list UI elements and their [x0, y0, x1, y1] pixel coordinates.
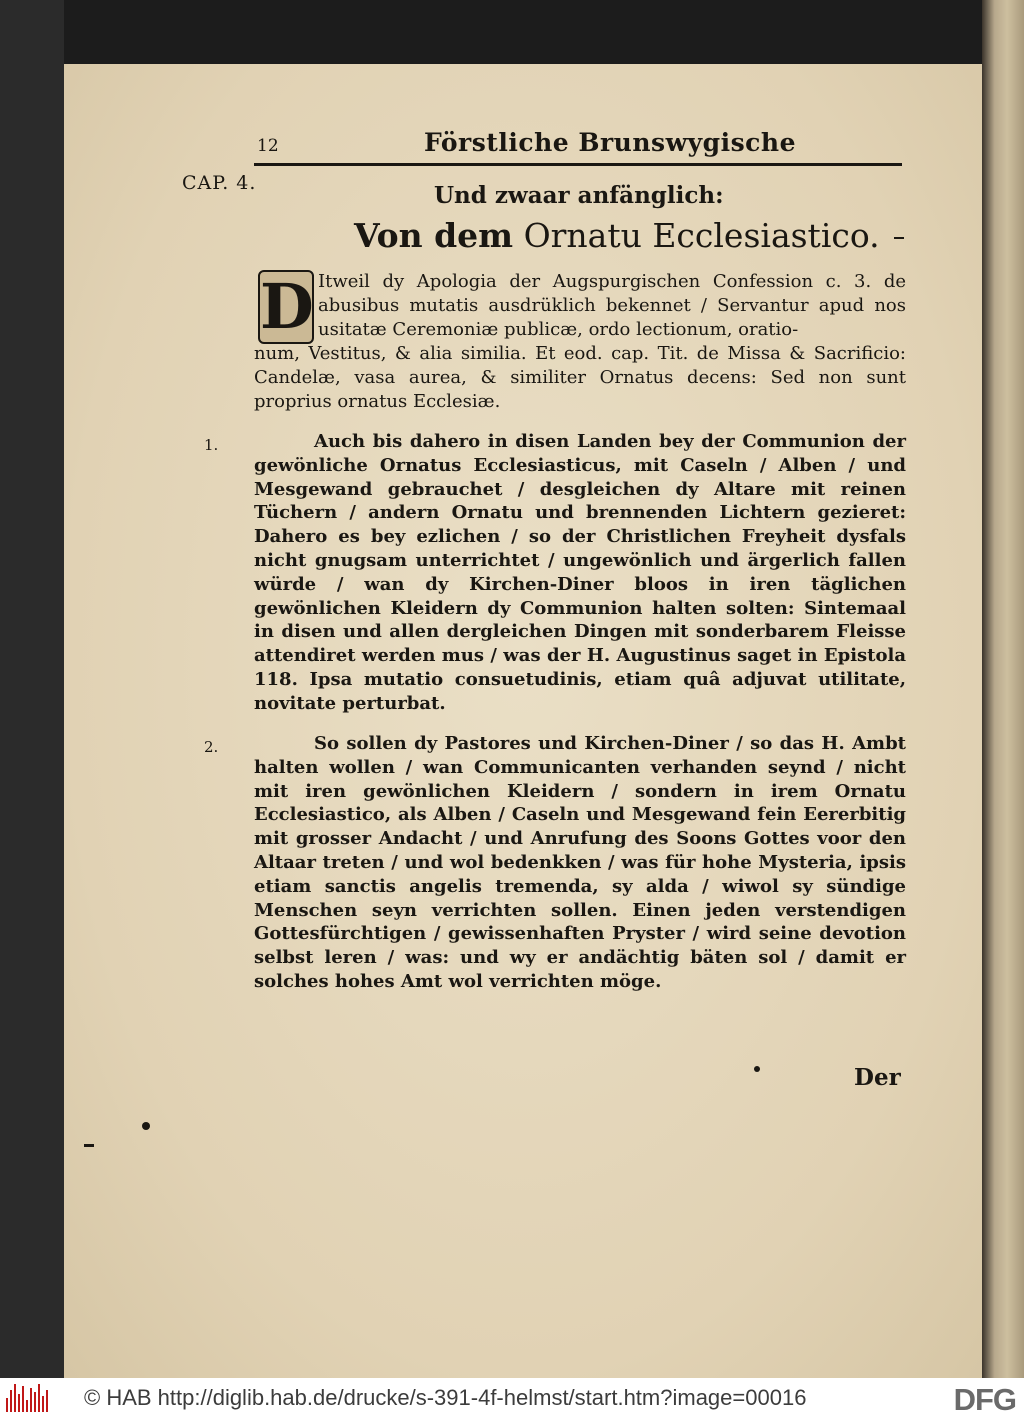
paragraph-1: Auch bis dahero in disen Landen bey der Communion der gewönliche Ornatus Ecclesiasticus, mit Caseln / Alben / und Mesgewand gebrauchet / desgleichen dy Altare mit reinen Tüchern / andern Ornatu und brennenden Lichtern gezieret: Dahero es bey ezlichen / so der Christlichen Freyheit dysfals nicht gnugsam unterrichtet / ungewönlich und ärgerlich fallen würde / wan dy Kirchen-Diner bloos in iren täglichen gewönlichen Kleidern dy Communion halten solten: Sintemaal in disen und allen dergleichen Dingen mit sonderbarem Fleisse attendiret werden mus / was der H. Augustinus saget in Epistola 118. Ipsa mutatio consuetudinis, etiam quâ adjuvat utilitate, novitate perturbat.: [254, 431, 906, 714]
dfg-logo: DFG: [953, 1382, 1016, 1417]
header-rule: [254, 163, 902, 166]
catchword: Der: [854, 1064, 901, 1091]
ink-spot: [142, 1122, 150, 1130]
title-ornament: [894, 237, 904, 239]
book-page: [64, 64, 982, 1378]
viewer-footer: [0, 1378, 1024, 1418]
copyright-link[interactable]: © HAB http://diglib.hab.de/drucke/s-391-4f-helmst/start.htm?image=00016: [84, 1385, 807, 1410]
margin-number-2: 2.: [204, 738, 219, 756]
chapter-label: CAP. 4.: [182, 172, 257, 194]
ink-spot: [754, 1066, 760, 1072]
running-head: Förstliche Brunswygische: [424, 128, 796, 157]
scan-left-margin: [0, 0, 64, 1378]
scan-right-margin: [982, 0, 1024, 1378]
margin-number-1: 1.: [204, 436, 219, 454]
paragraph-intro-continued: num, Vestitus, & alia similia. Et eod. cap. Tit. de Missa & Sacrificio: Candelæ, vasa aurea, & similiter Ornatus decens: Sed non sunt proprius ornatus Ecclesiæ.: [254, 343, 906, 412]
page-number: 12: [257, 136, 279, 156]
page-mark: [84, 1144, 94, 1147]
title-fraktur: Von dem: [354, 216, 514, 255]
section-subheading: Und zwaar anfänglich:: [434, 182, 724, 209]
section-title: [354, 216, 904, 255]
paragraph-2: So sollen dy Pastores und Kirchen-Diner / so das H. Ambt halten wollen / wan Communicanten verhanden seynd / nicht mit iren gewönlichen Kleidern / sondern in irem Ornatu Ecclesiastico, als Alben / Caseln und Mesgewand fein Eererbitig mit grosser Andacht / und Anrufung des Soons Gottes voor den Altaar treten / und wol bedenkken / was für hohe Mysteria, ipsis etiam sanctis angelis tremenda, sy alda / wiwol sy sündige Menschen seyn verrichten sollen. Einen jeden verstendigen Gottesfürchtigen / gewissenhaften Pryster / wird seine devotion selbst leren / was: und wy er andächtig bäten sol / damit er solches hohes Amt wol verrichten möge.: [254, 733, 906, 992]
decorated-initial: D: [260, 270, 314, 343]
paragraph-intro: Itweil dy Apologia der Augspurgischen Confession c. 3. de abusibus mutatis ausdrüklich bekennet / Servantur apud nos usitatæ Ceremoniæ publicæ, ordo lectionum, oratio-: [318, 271, 906, 340]
title-latin: Ornatu Ecclesiastico.: [523, 216, 880, 255]
hab-logo-icon: [6, 1384, 54, 1412]
